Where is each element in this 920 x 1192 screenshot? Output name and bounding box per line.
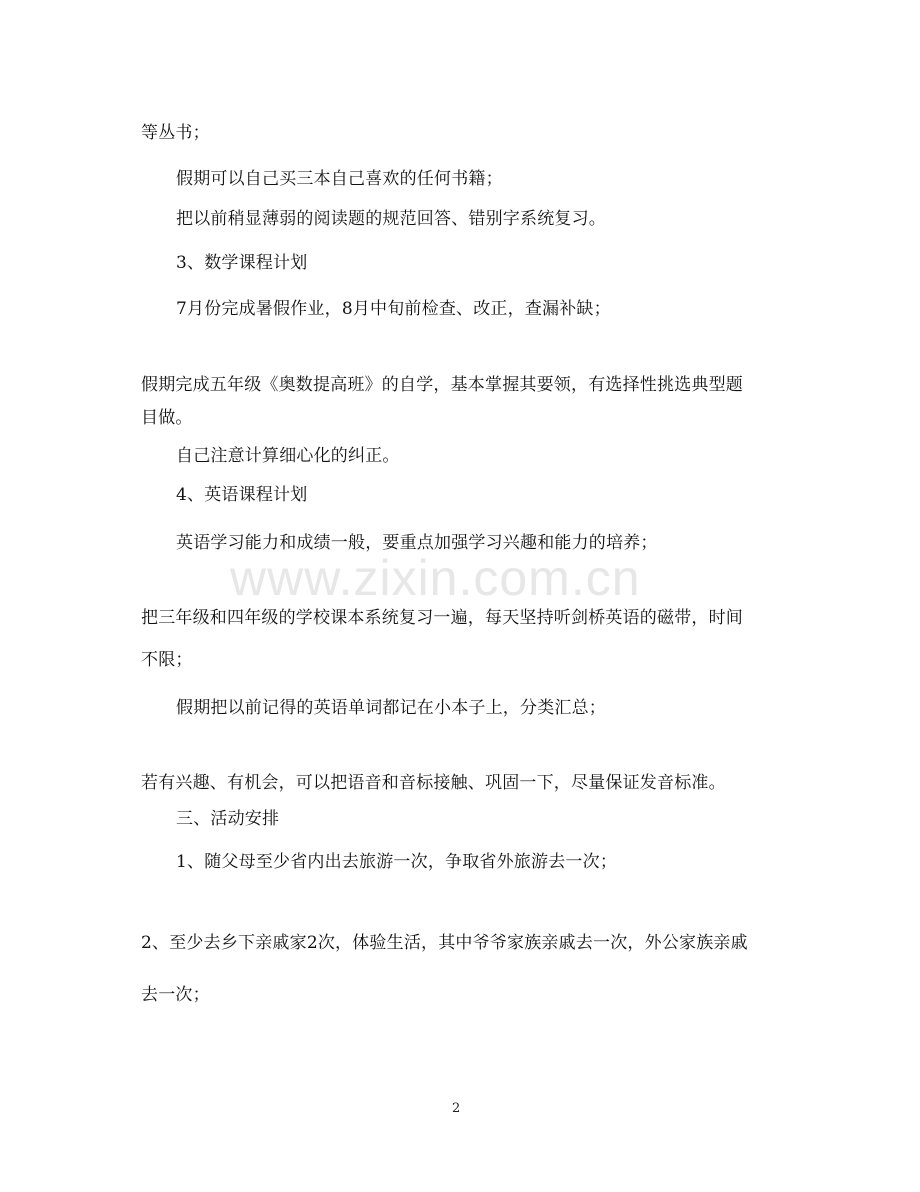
text-line: 假期完成五年级《奥数提高班》的自学，基本掌握其要领，有选择性挑选典型题 — [141, 375, 743, 395]
text-line: 自己注意计算细心化的纠正。 — [176, 446, 400, 466]
text-line: 7月份完成暑假作业，8月中旬前检查、改正，查漏补缺； — [176, 299, 611, 319]
text-line: 1、随父母至少省内出去旅游一次，争取省外旅游去一次； — [176, 852, 618, 872]
section-heading: 4、英语课程计划 — [176, 485, 308, 505]
text-line: 把以前稍显薄弱的阅读题的规范回答、错别字系统复习。 — [176, 209, 606, 229]
text-line: 若有兴趣、有机会，可以把语音和音标接触、巩固一下，尽量保证发音标准。 — [141, 773, 726, 793]
text-line: 不限； — [141, 650, 193, 670]
section-heading: 三、活动安排 — [176, 809, 280, 829]
text-line: 把三年级和四年级的学校课本系统复习一遍，每天坚持听剑桥英语的磁带，时间 — [141, 608, 743, 628]
text-line: 去一次； — [141, 985, 210, 1005]
watermark: www.zixin.com.cn — [230, 550, 641, 606]
text-line: 假期可以自己买三本自己喜欢的任何书籍； — [176, 169, 503, 189]
text-line: 英语学习能力和成绩一般，要重点加强学习兴趣和能力的培养； — [176, 533, 658, 553]
text-line: 目做。 — [141, 408, 193, 428]
page-number: 2 — [452, 1101, 461, 1116]
text-line: 等丛书； — [141, 123, 210, 143]
text-line: 假期把以前记得的英语单词都记在小本子上，分类汇总； — [176, 698, 606, 718]
section-heading: 3、数学课程计划 — [176, 253, 308, 273]
text-line: 2、至少去乡下亲戚家2次，体验生活，其中爷爷家族亲戚去一次，外公家族亲戚 — [141, 933, 748, 953]
